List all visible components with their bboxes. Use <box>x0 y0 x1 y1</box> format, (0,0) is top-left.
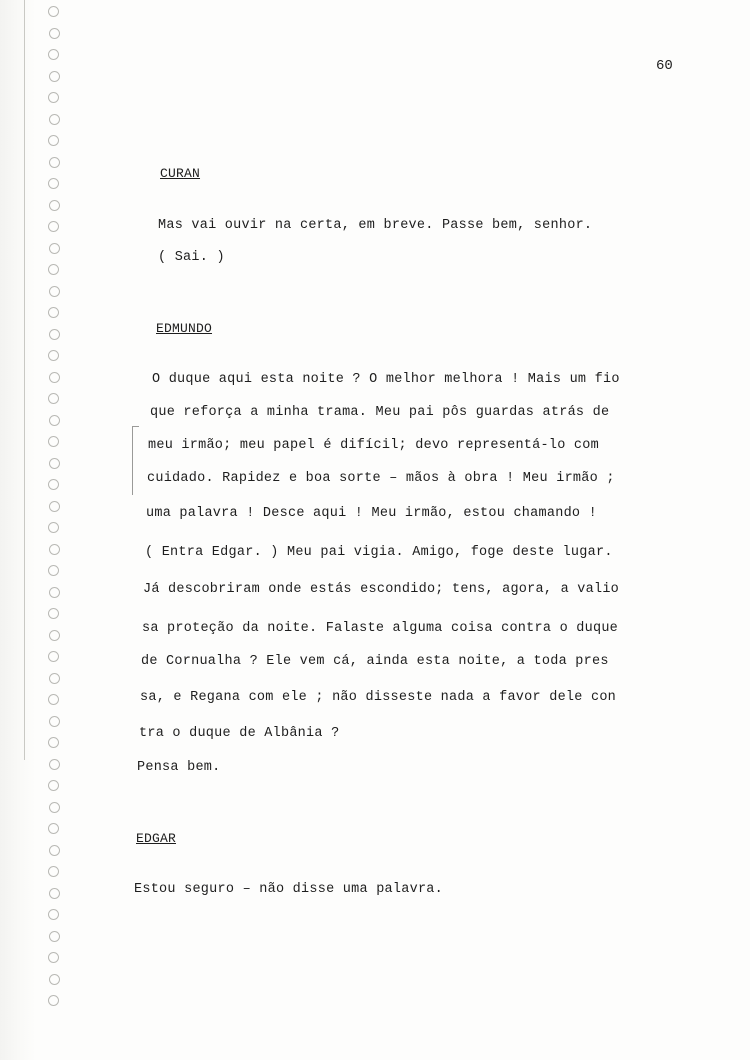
punch-hole <box>49 888 60 899</box>
punch-hole <box>48 307 59 318</box>
punch-hole <box>48 49 59 60</box>
punch-hole <box>48 522 59 533</box>
punch-hole <box>49 200 60 211</box>
punch-hole <box>48 866 59 877</box>
punch-hole <box>49 329 60 340</box>
punch-hole <box>48 264 59 275</box>
speaker-edgar: EDGAR <box>136 831 177 846</box>
punch-hole <box>49 71 60 82</box>
punch-hole <box>48 608 59 619</box>
punch-hole <box>48 780 59 791</box>
punch-hole <box>48 651 59 662</box>
punch-hole <box>49 587 60 598</box>
punch-hole <box>48 436 59 447</box>
punch-hole <box>48 6 59 17</box>
dialogue-line: que reforça a minha trama. Meu pai pôs guardas atrás de <box>150 405 610 420</box>
punch-hole <box>48 92 59 103</box>
punch-hole <box>49 759 60 770</box>
punch-hole <box>49 802 60 813</box>
punch-hole <box>49 458 60 469</box>
punch-hole <box>49 845 60 856</box>
punch-hole <box>48 952 59 963</box>
dialogue-line: O duque aqui esta noite ? O melhor melhora ! Mais um fio <box>152 372 620 387</box>
binding-line <box>24 0 25 760</box>
punch-hole <box>48 995 59 1006</box>
punch-hole <box>48 823 59 834</box>
punch-holes <box>48 0 70 1060</box>
speaker-edmundo: EDMUNDO <box>156 321 213 336</box>
punch-hole <box>48 393 59 404</box>
punch-hole <box>48 350 59 361</box>
punch-hole <box>49 372 60 383</box>
punch-hole <box>48 178 59 189</box>
punch-hole <box>49 157 60 168</box>
punch-hole <box>49 974 60 985</box>
page-number: 60 <box>656 58 673 74</box>
dialogue-line: de Cornualha ? Ele vem cá, ainda esta noite, a toda pres <box>141 654 609 669</box>
punch-hole <box>49 544 60 555</box>
punch-hole <box>49 415 60 426</box>
dialogue-line: sa proteção da noite. Falaste alguma coisa contra o duque <box>142 621 619 636</box>
punch-hole <box>49 243 60 254</box>
dialogue-line: meu irmão; meu papel é difícil; devo representá-lo com <box>148 438 599 453</box>
dialogue-line: Pensa bem. <box>137 760 221 775</box>
punch-hole <box>49 28 60 39</box>
punch-hole <box>49 630 60 641</box>
punch-hole <box>49 501 60 512</box>
punch-hole <box>49 114 60 125</box>
punch-hole <box>48 565 59 576</box>
stage-direction: ( Sai. ) <box>158 250 225 265</box>
margin-bracket-mark <box>132 426 139 495</box>
dialogue-line: sa, e Regana com ele ; não disseste nada a favor dele con <box>140 690 617 705</box>
punch-hole <box>48 694 59 705</box>
punch-hole <box>48 221 59 232</box>
punch-hole <box>48 135 59 146</box>
binding-edge <box>0 0 36 1060</box>
speaker-curan: CURAN <box>160 166 201 181</box>
punch-hole <box>48 909 59 920</box>
dialogue-line: Já descobriram onde estás escondido; tens, agora, a valio <box>143 582 620 597</box>
dialogue-line: Mas vai ouvir na certa, em breve. Passe bem, senhor. <box>158 218 593 233</box>
dialogue-line: cuidado. Rapidez e boa sorte – mãos à obra ! Meu irmão ; <box>147 471 615 486</box>
punch-hole <box>49 286 60 297</box>
punch-hole <box>48 479 59 490</box>
punch-hole <box>49 673 60 684</box>
punch-hole <box>48 737 59 748</box>
dialogue-line: Estou seguro – não disse uma palavra. <box>134 882 443 897</box>
punch-hole <box>49 931 60 942</box>
dialogue-line: uma palavra ! Desce aqui ! Meu irmão, estou chamando ! <box>146 506 597 521</box>
dialogue-line: ( Entra Edgar. ) Meu pai vigia. Amigo, foge deste lugar. <box>145 545 613 560</box>
dialogue-line: tra o duque de Albânia ? <box>139 726 340 741</box>
punch-hole <box>49 716 60 727</box>
